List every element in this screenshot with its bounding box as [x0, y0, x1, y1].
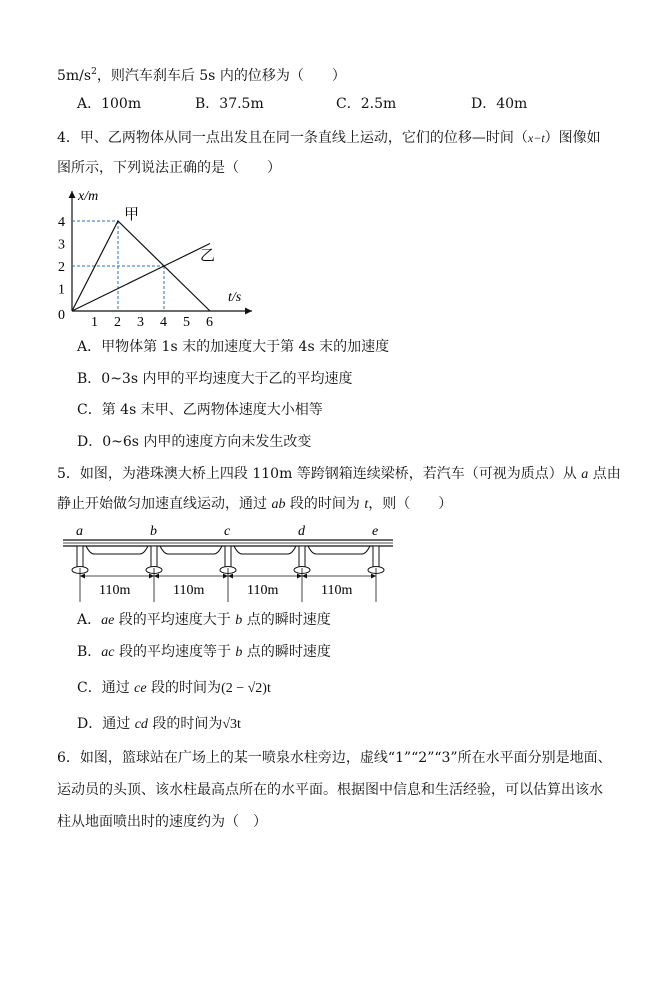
bridge-pier — [225, 546, 231, 568]
x-tick-label: 6 — [206, 315, 213, 330]
dim-arrow — [154, 574, 159, 579]
q5-option-c[interactable] — [77, 678, 271, 699]
y-tick-label: 3 — [58, 237, 65, 253]
q5-option-c-math: ce — [134, 681, 147, 696]
bridge-arch — [234, 546, 296, 554]
dim-arrow — [223, 574, 228, 579]
q5-option-a-math2: b — [235, 613, 243, 628]
q5-stem-math-ab: ab — [271, 497, 286, 512]
bridge-point-labels — [76, 524, 378, 539]
y-axis-label: x/m — [78, 189, 99, 204]
series-a-label: 甲 — [124, 207, 140, 223]
dim-arrow — [228, 574, 233, 579]
q6-stem-line1: 6．如图，篮球站在广场上的某一喷泉水柱旁边，虚线“1”“2”“3”所在水平面分别是地面、 — [57, 750, 612, 766]
q5-stem-text: 5．如图，为港珠澳大桥上四段 110m 等跨钢箱连续梁桥，若汽车（可视为质点）从 — [57, 466, 582, 482]
q3-option-c[interactable]: C．2.5m — [336, 96, 397, 112]
q5-option-d-formula: √3t — [222, 717, 241, 732]
bridge-span-label: 110m — [247, 583, 279, 598]
q5-option-b[interactable] — [77, 642, 331, 663]
q6-stem-line2: 运动员的头顶、该水柱最高点所在的水平面。根据图中信息和生活经验，可以估算出该水 — [57, 782, 603, 798]
origin-label: 0 — [58, 308, 65, 323]
q5-option-c-prefix: C．通过 — [77, 680, 135, 696]
y-tick-label: 2 — [58, 260, 65, 275]
y-tick-label: 1 — [58, 282, 65, 298]
q5-stem-line2-text: 静止开始做匀加速直线运动，通过 — [57, 496, 272, 512]
bridge-pier — [77, 546, 83, 568]
bridge-pier — [151, 546, 157, 568]
bridge-point-label: c — [224, 524, 231, 539]
q5-option-b-text2: 点的瞬时速度 — [242, 644, 331, 660]
bridge-pier — [373, 546, 379, 568]
q5-option-d[interactable] — [77, 714, 241, 735]
x-tick-labels — [91, 315, 213, 330]
q5-option-c-text: 段的时间为 — [146, 680, 222, 696]
bridge-pier — [299, 546, 305, 568]
bridge-span-label: 110m — [321, 583, 353, 598]
q3-tail-text2: ，则汽车刹车后 5s 内的位移为（ ） — [96, 68, 346, 84]
q5-option-d-text: 段的时间为 — [147, 716, 223, 732]
q4-stem-text: 4．甲、乙两物体从同一点出发且在同一条直线上运动，它们的位移—时间（ — [57, 130, 528, 146]
q3-tail-text: 5m/s — [57, 68, 92, 84]
q4-option-b[interactable]: B．0~3s 内甲的平均速度大于乙的平均速度 — [77, 371, 353, 387]
q4-stem-line1 — [57, 128, 601, 148]
series-line-b — [72, 244, 210, 312]
q5-bridge-diagram — [60, 524, 400, 604]
q5-option-a[interactable] — [77, 610, 331, 631]
bridge-point-label: b — [150, 524, 157, 539]
q3-option-a[interactable]: A．100m — [77, 96, 142, 112]
q4-option-d[interactable]: D．0~6s 内甲的速度方向未发生改变 — [77, 434, 312, 450]
y-tick-labels — [58, 215, 65, 298]
q4-stem-text2: ）图像如 — [544, 130, 601, 146]
q5-stem-line2-text2: 段的时间为 — [285, 496, 365, 512]
q4-option-a[interactable]: A．甲物体第 1s 末的加速度大于第 4s 末的加速度 — [77, 339, 390, 355]
q5-option-b-math: ac — [101, 645, 115, 660]
y-tick-label: 4 — [58, 215, 65, 230]
x-tick-label: 5 — [183, 315, 190, 330]
series-b-label: 乙 — [200, 248, 216, 264]
q4-stem-line2: 图所示，下列说法正确的是（ ） — [57, 160, 281, 176]
q5-option-a-text2: 点的瞬时速度 — [242, 612, 331, 628]
q6-stem-line3: 柱从地面喷出时的速度约为（ ） — [57, 814, 267, 830]
q5-option-a-text: 段的平均速度大于 — [114, 612, 236, 628]
q5-option-b-prefix: B． — [77, 644, 102, 660]
bridge-point-label: a — [76, 524, 83, 539]
bridge-span-label: 110m — [99, 583, 131, 598]
q4-stem-math: x−t — [527, 131, 545, 145]
q3-option-d[interactable]: D．40m — [471, 96, 528, 112]
q5-stem-math-a: a — [581, 467, 589, 482]
bridge-arch — [308, 546, 370, 554]
x-tick-label: 2 — [114, 315, 121, 330]
bridge-point-label: e — [372, 524, 379, 539]
q5-option-d-prefix: D．通过 — [77, 716, 135, 732]
dim-arrow — [149, 574, 154, 579]
q3-option-b[interactable]: B．37.5m — [195, 96, 264, 112]
dim-arrow — [302, 574, 307, 579]
q5-option-a-math: ae — [101, 613, 115, 628]
dim-arrow — [80, 574, 85, 579]
q5-stem-text2: 点由 — [588, 466, 621, 482]
dashed-guides — [72, 221, 164, 311]
bridge-arch — [86, 546, 148, 554]
q4-option-c[interactable]: C．第 4s 末甲、乙两物体速度大小相等 — [77, 402, 323, 418]
q5-stem-math-t: t — [364, 497, 369, 512]
x-tick-label: 3 — [137, 315, 144, 330]
q3-tail-sup: 2 — [91, 67, 97, 77]
x-tick-label: 1 — [91, 315, 98, 330]
dim-arrow — [297, 574, 302, 579]
bridge-point-label: d — [298, 524, 305, 539]
q5-stem-line1 — [57, 464, 621, 485]
q5-option-c-formula: (2 − √2)t — [221, 681, 271, 696]
dim-arrow — [371, 574, 376, 579]
bridge-span-label: 110m — [173, 583, 205, 598]
q5-option-a-prefix: A． — [77, 612, 102, 628]
q5-option-b-text: 段的平均速度等于 — [114, 644, 236, 660]
q4-xt-graph — [52, 188, 272, 333]
q3-stem-tail — [57, 62, 346, 86]
q5-option-b-math2: b — [235, 645, 243, 660]
q5-option-d-math: cd — [134, 717, 148, 732]
bridge-arch — [160, 546, 222, 554]
q5-stem-line2 — [57, 494, 452, 515]
q5-stem-line2-text3: ，则（ ） — [368, 496, 453, 512]
x-axis-label: t/s — [228, 290, 242, 305]
x-tick-label: 4 — [160, 315, 167, 330]
